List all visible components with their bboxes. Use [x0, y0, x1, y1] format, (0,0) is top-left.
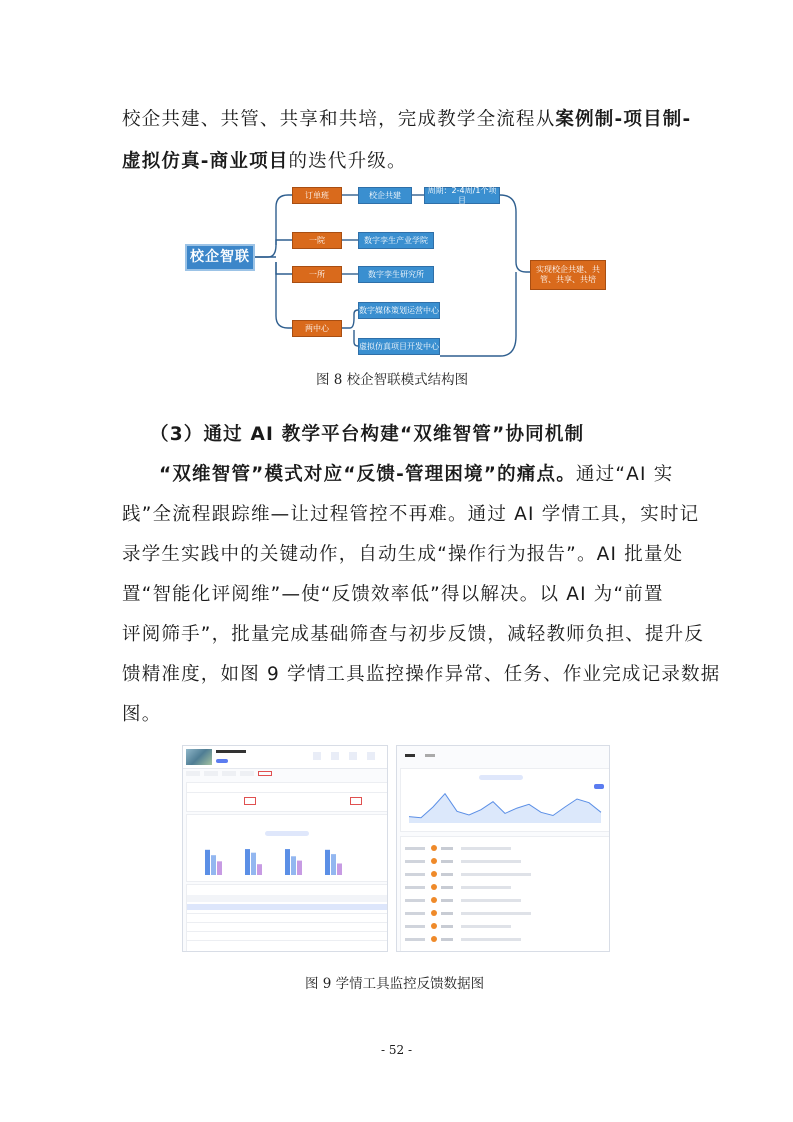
row-status-icon — [431, 936, 437, 942]
bar-C-s3 — [297, 861, 302, 875]
paragraph-dual-management — [122, 460, 721, 730]
line-chart-area — [409, 794, 601, 823]
table-row[interactable] — [187, 931, 387, 932]
row-status-icon — [431, 910, 437, 916]
row-label — [441, 899, 453, 902]
bar-B-s2 — [251, 853, 256, 875]
p2-text-1: 通过“AI 实 — [575, 464, 674, 485]
tab-2[interactable] — [204, 771, 218, 776]
diagram-branch-institute: 一院 — [292, 232, 342, 249]
activity-row[interactable] — [405, 936, 605, 944]
activity-row[interactable] — [405, 923, 605, 931]
row-detail — [461, 938, 521, 941]
course-button[interactable] — [216, 759, 228, 763]
row-time — [405, 873, 425, 876]
row-time — [405, 912, 425, 915]
stat-block-4 — [367, 752, 375, 760]
paragraph-intro — [122, 105, 692, 185]
row-detail — [461, 899, 521, 902]
bar-C-s2 — [291, 856, 296, 875]
line-chart — [401, 769, 609, 831]
p2-line-2: 践”全流程跟踪维—让过程管控不再难。通过 AI 学情工具，实时记 — [122, 504, 700, 525]
row-detail — [461, 925, 511, 928]
p2-line-4: 置“智能化评阅维”—使“反馈效率低”得以解决。以 AI 为“前置 — [122, 584, 664, 605]
left-shot-data-table — [186, 884, 388, 952]
bar-C-s1 — [285, 849, 290, 875]
filter-row-line — [187, 792, 387, 793]
bar-D-s2 — [331, 854, 336, 875]
intro-bold-1b: 案例制-项目制- — [555, 109, 692, 130]
tab-1[interactable] — [186, 771, 200, 776]
figure-9-right-screenshot — [396, 745, 610, 952]
p2-line-7: 图。 — [122, 704, 162, 725]
tab-4[interactable] — [240, 771, 254, 776]
row-time — [405, 847, 425, 850]
activity-row[interactable] — [405, 871, 605, 879]
p2-line-5: 评阅筛手”，批量完成基础筛查与初步反馈，减轻教师负担、提升反 — [122, 624, 705, 645]
activity-row[interactable] — [405, 897, 605, 905]
row-time — [405, 860, 425, 863]
intro-bold-2a: 虚拟仿真-商业项目 — [122, 151, 289, 172]
stat-block-2 — [331, 752, 339, 760]
bar-B-s3 — [257, 864, 262, 875]
intro-text-1a: 校企共建、共管、共享和共培，完成教学全流程从 — [122, 109, 556, 130]
activity-list — [400, 836, 610, 952]
row-status-icon — [431, 845, 437, 851]
row-detail — [461, 886, 511, 889]
diagram-leaf-research-institute: 数字孪生研究所 — [358, 266, 434, 283]
diagram-leaf-cobuild: 校企共建 — [358, 187, 412, 204]
p2-line-1 — [122, 460, 673, 486]
left-shot-filter-table — [186, 782, 388, 812]
intro-line-1 — [122, 105, 691, 131]
diagram-branch-research: 一所 — [292, 266, 342, 283]
table-header — [187, 895, 387, 902]
diagram-branch-order-class: 订单班 — [292, 187, 342, 204]
diagram-leaf-media-center: 数字媒体策划运营中心 — [358, 302, 440, 319]
right-tab-2[interactable] — [425, 754, 435, 757]
tab-active[interactable] — [258, 771, 272, 776]
diagram-root-box: 校企智联 — [185, 244, 255, 271]
row-time — [405, 925, 425, 928]
highlight-cell-2 — [350, 797, 362, 805]
page-number: - 52 - — [380, 1043, 412, 1057]
table-row[interactable] — [187, 940, 387, 941]
activity-row[interactable] — [405, 884, 605, 892]
stat-block-3 — [349, 752, 357, 760]
row-label — [441, 938, 453, 941]
row-time — [405, 938, 425, 941]
highlight-cell-1 — [244, 797, 256, 805]
bar-D-s1 — [325, 850, 330, 875]
p2-bold-lead: “双维智管”模式对应“反馈-管理困境”的痛点。 — [159, 464, 576, 485]
course-thumbnail — [186, 749, 212, 765]
figure-9-left-screenshot — [182, 745, 388, 952]
activity-row[interactable] — [405, 845, 605, 853]
right-tab-1[interactable] — [405, 754, 415, 757]
left-shot-tabs — [186, 771, 386, 777]
row-status-icon — [431, 897, 437, 903]
row-status-icon — [431, 923, 437, 929]
intro-line-2 — [122, 147, 407, 173]
diagram-leaf-vr-center: 虚拟仿真项目开发中心 — [358, 338, 440, 355]
row-status-icon — [431, 871, 437, 877]
row-label — [441, 886, 453, 889]
row-detail — [461, 847, 511, 850]
bar-chart — [187, 815, 387, 881]
diagram-leaf-industry-college: 数字孪生产业学院 — [358, 232, 434, 249]
right-shot-chart-card — [400, 768, 610, 832]
table-row[interactable] — [187, 913, 387, 914]
bar-D-s3 — [337, 863, 342, 875]
figure-9-caption: 图 9 学情工具监控反馈数据图 — [305, 976, 485, 992]
section-heading-3: （3）通过 AI 教学平台构建“双维智管”协同机制 — [150, 424, 585, 445]
activity-row[interactable] — [405, 910, 605, 918]
stat-block-1 — [313, 752, 321, 760]
row-status-icon — [431, 858, 437, 864]
p2-line-3: 录学生实践中的关键动作，自动生成“操作行为报告”。AI 批量处 — [122, 544, 684, 565]
left-shot-chart-card — [186, 814, 388, 882]
row-label — [441, 873, 453, 876]
row-label — [441, 925, 453, 928]
bar-A-s2 — [211, 855, 216, 875]
bar-A-s3 — [217, 861, 222, 875]
table-row[interactable] — [187, 922, 387, 923]
activity-row[interactable] — [405, 858, 605, 866]
row-label — [441, 860, 453, 863]
right-shot-tabs — [405, 754, 445, 759]
row-detail — [461, 860, 521, 863]
diagram-result-box: 实现校企共建、共管、共享、共培 — [530, 260, 606, 290]
diagram-leaf-cycle: 周期：2-4周/1个项目 — [424, 187, 500, 204]
intro-text-2b: 的迭代升级。 — [288, 151, 407, 172]
row-detail — [461, 912, 531, 915]
row-label — [441, 912, 453, 915]
figure-8-caption: 图 8 校企智联模式结构图 — [316, 372, 469, 388]
row-status-icon — [431, 884, 437, 890]
row-detail — [461, 873, 531, 876]
tab-3[interactable] — [222, 771, 236, 776]
bar-B-s1 — [245, 849, 250, 875]
row-time — [405, 899, 425, 902]
row-label — [441, 847, 453, 850]
diagram-branch-two-centers: 两中心 — [292, 320, 342, 337]
bar-A-s1 — [205, 850, 210, 875]
course-title-bar — [216, 750, 246, 753]
p2-line-6: 馈精准度，如图 9 学情工具监控操作异常、任务、作业完成记录数据 — [122, 664, 721, 685]
table-row-selected[interactable] — [187, 904, 387, 910]
left-shot-header — [183, 746, 388, 769]
row-time — [405, 886, 425, 889]
